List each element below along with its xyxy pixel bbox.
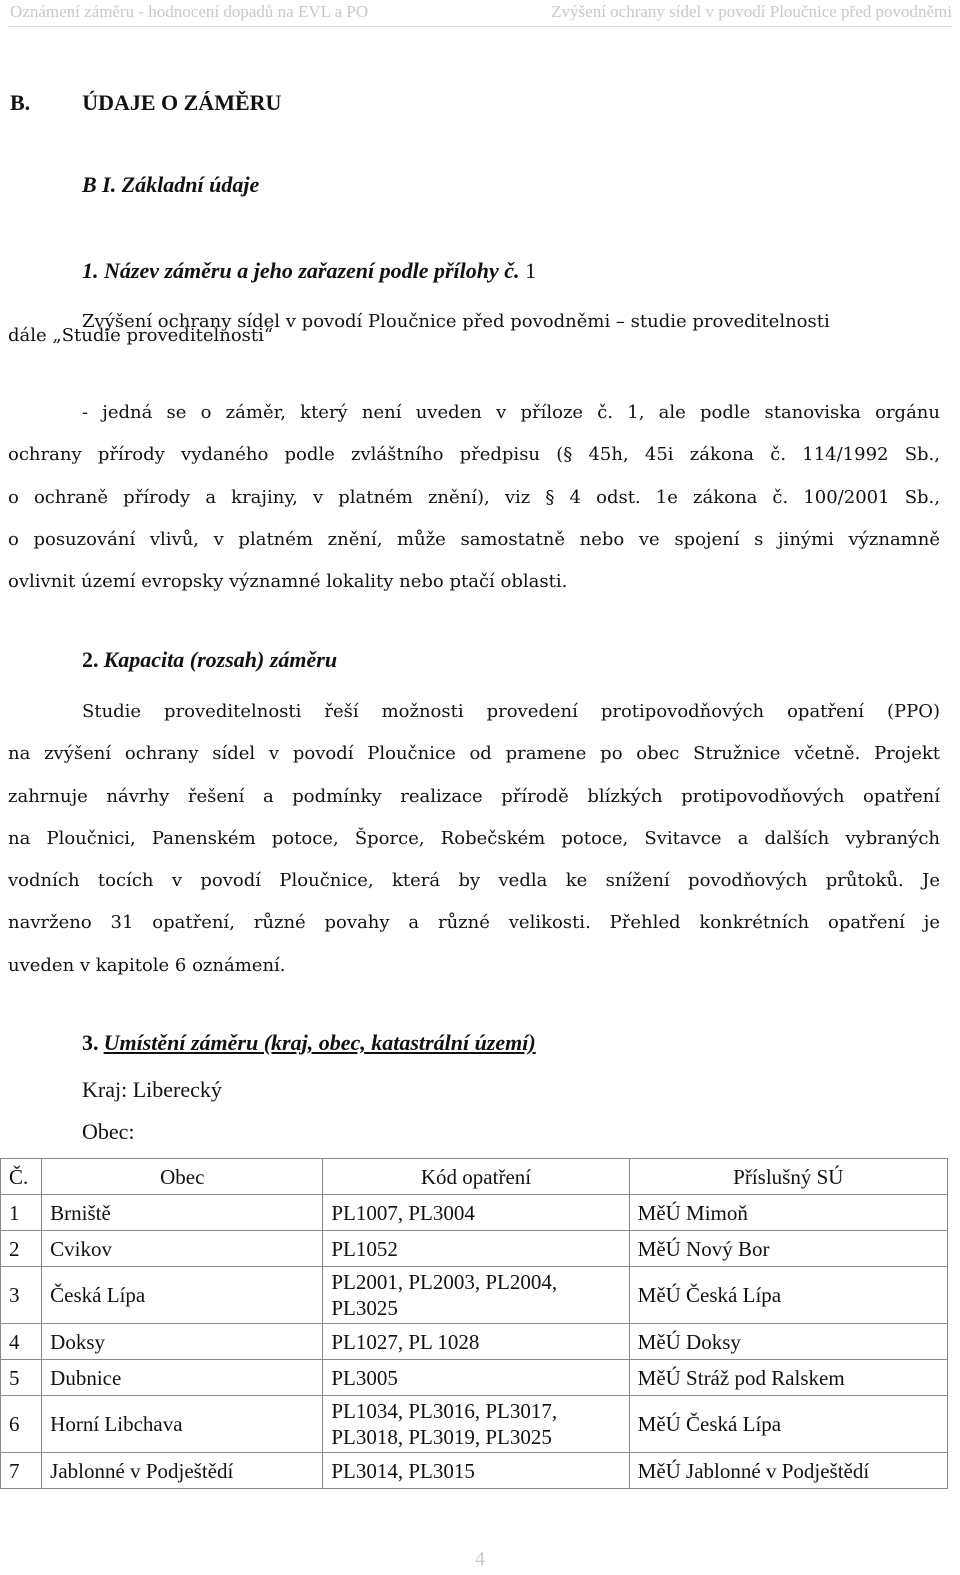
- item2-text-line: zahrnuje návrhy řešení a podmínky realizace přírodě blízkých protipovodňových opatření: [8, 786, 940, 807]
- cell-number: 1: [1, 1195, 42, 1231]
- table-row: [1, 1360, 948, 1396]
- item1-heading: [82, 258, 536, 284]
- item2-text-line: na Ploučnici, Panenském potoce, Šporce, Robečském potoce, Svitavce a dalších vybraných: [8, 828, 940, 849]
- item1-title: 1. Název záměru a jeho zařazení podle přílohy č.: [82, 258, 520, 283]
- cell-number: 5: [1, 1360, 42, 1396]
- project-name-line: Zvýšení ochrany sídel v povodí Ploučnice před povodněmi – studie proveditelnosti: [82, 311, 830, 332]
- cell-municipality: Jablonné v Podještědí: [42, 1453, 323, 1489]
- cell-code: PL1052: [323, 1231, 629, 1267]
- cell-authority: MěÚ Stráž pod Ralskem: [629, 1360, 947, 1396]
- header-left-text: Oznámení záměru - hodnocení dopadů na EVL a PO: [10, 2, 369, 21]
- cell-authority: MěÚ Nový Bor: [629, 1231, 947, 1267]
- cell-number: 7: [1, 1453, 42, 1489]
- municipality-table: [0, 1158, 948, 1489]
- cell-number: 6: [1, 1396, 42, 1453]
- code-line: PL3025: [331, 1296, 398, 1320]
- item1-text-line: ovlivnit území evropsky významné lokality nebo ptačí oblasti.: [8, 571, 568, 592]
- cell-code: PL3014, PL3015: [323, 1453, 629, 1489]
- header-cell-authority: Příslušný SÚ: [629, 1159, 947, 1195]
- header-cell-number: Č.: [1, 1159, 42, 1195]
- item2-text-line: navrženo 31 opatření, různé povahy a různé velikosti. Přehled konkrétních opatření je: [8, 912, 940, 933]
- cell-authority: MěÚ Česká Lípa: [629, 1267, 947, 1324]
- cell-code: PL1007, PL3004: [323, 1195, 629, 1231]
- table-row: [1, 1231, 948, 1267]
- table-row: [1, 1396, 948, 1453]
- header-right-text: Zvýšení ochrany sídel v povodí Ploučnice před povodněmi: [551, 2, 952, 21]
- cell-number: 3: [1, 1267, 42, 1324]
- item1-title-number: 1: [525, 258, 537, 283]
- running-header: [0, 2, 960, 26]
- header-rule: [8, 26, 952, 27]
- cell-municipality: Cvikov: [42, 1231, 323, 1267]
- item2-text-line: vodních tocích v povodí Ploučnice, která by vedla ke snížení povodňových průtoků. Je: [8, 870, 940, 891]
- cell-number: 2: [1, 1231, 42, 1267]
- code-line: PL1034, PL3016, PL3017,: [331, 1399, 558, 1423]
- cell-municipality: Doksy: [42, 1324, 323, 1360]
- municipality-label: Obec:: [82, 1119, 135, 1144]
- item2-number: 2.: [82, 647, 99, 672]
- item1-text-line: ochrany přírody vydaného podle zvláštního předpisu (§ 45h, 45i zákona č. 114/1992 Sb.,: [8, 444, 940, 465]
- item1-text-line: o ochraně přírody a krajiny, v platném znění), viz § 4 odst. 1e zákona č. 100/2001 Sb.,: [8, 487, 940, 508]
- page-number: 4: [475, 1548, 485, 1570]
- region-label: Kraj: Liberecký: [82, 1077, 222, 1102]
- item3-number: 3.: [82, 1030, 99, 1055]
- cell-municipality: Horní Libchava: [42, 1396, 323, 1453]
- item2-text-line: na zvýšení ochrany sídel v povodí Ploučnice od pramene po obec Stružnice včetně. Projekt: [8, 743, 940, 764]
- cell-municipality: Česká Lípa: [42, 1267, 323, 1324]
- project-short-name: dále „Studie proveditelnosti“: [8, 325, 274, 346]
- item2-text-line: Studie proveditelnosti řeší možnosti provedení protipovodňových opatření (PPO): [82, 701, 940, 722]
- table-row: [1, 1453, 948, 1489]
- item2-title: Kapacita (rozsah) záměru: [103, 647, 338, 672]
- section-b1-heading: B I. Základní údaje: [82, 172, 260, 197]
- cell-municipality: Dubnice: [42, 1360, 323, 1396]
- header-cell-code: Kód opatření: [323, 1159, 629, 1195]
- cell-code: PL3005: [323, 1360, 629, 1396]
- cell-authority: MěÚ Doksy: [629, 1324, 947, 1360]
- code-line: PL2001, PL2003, PL2004,: [331, 1270, 558, 1294]
- table-header-row: [1, 1159, 948, 1195]
- cell-municipality: Brniště: [42, 1195, 323, 1231]
- cell-number: 4: [1, 1324, 42, 1360]
- table-row: [1, 1267, 948, 1324]
- cell-authority: MěÚ Česká Lípa: [629, 1396, 947, 1453]
- section-b-title: ÚDAJE O ZÁMĚRU: [82, 90, 282, 115]
- section-b-letter: B.: [10, 90, 31, 115]
- cell-code: [323, 1267, 629, 1324]
- table-row: [1, 1324, 948, 1360]
- cell-authority: MěÚ Jablonné v Podještědí: [629, 1453, 947, 1489]
- cell-code: [323, 1396, 629, 1453]
- cell-authority: MěÚ Mimoň: [629, 1195, 947, 1231]
- item2-heading: [82, 647, 337, 673]
- item1-text-line: - jedná se o záměr, který není uveden v příloze č. 1, ale podle stanoviska orgánu: [82, 402, 940, 423]
- item1-text-line: o posuzování vlivů, v platném znění, může samostatně nebo ve spojení s jinými významně: [8, 529, 940, 550]
- section-b-heading: [10, 90, 281, 116]
- table-row: [1, 1195, 948, 1231]
- item3-title: Umístění záměru (kraj, obec, katastrální území): [103, 1030, 536, 1055]
- item2-text-line: uveden v kapitole 6 oznámení.: [8, 955, 286, 976]
- item3-heading: [82, 1030, 536, 1056]
- code-line: PL3018, PL3019, PL3025: [331, 1425, 552, 1449]
- cell-code: PL1027, PL 1028: [323, 1324, 629, 1360]
- header-cell-municipality: Obec: [42, 1159, 323, 1195]
